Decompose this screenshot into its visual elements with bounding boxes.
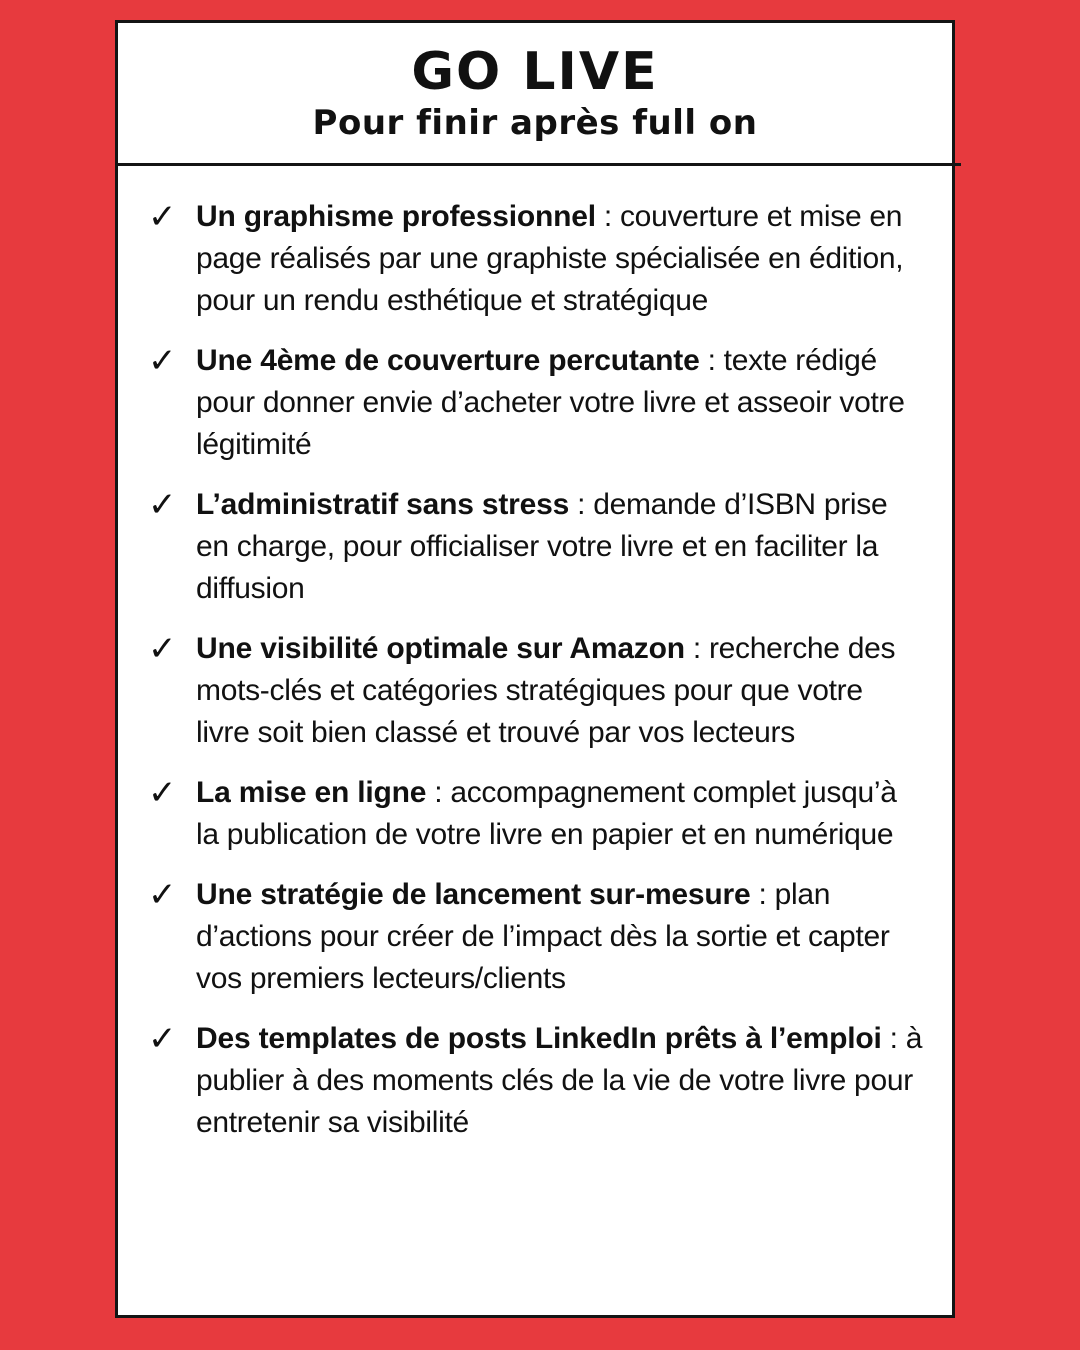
checklist-item bbox=[148, 1018, 924, 1144]
checkmark-icon: ✓ bbox=[148, 1019, 177, 1059]
checkmark-icon: ✓ bbox=[148, 629, 177, 669]
card-header bbox=[118, 23, 952, 145]
item-description: : plan d’actions pour créer de l’impact dès la sortie et capter vos premiers lecteurs/clients bbox=[196, 878, 890, 995]
item-description: : couverture et mise en page réalisés par une graphiste spécialisée en édition, pour un rendu esthétique et stratégique bbox=[196, 200, 904, 317]
item-text bbox=[196, 484, 924, 610]
checklist-item bbox=[148, 874, 924, 1000]
item-text bbox=[196, 196, 924, 322]
item-lead: Des templates de posts LinkedIn prêts à l’emploi bbox=[196, 1022, 882, 1055]
item-description: : texte rédigé pour donner envie d’acheter votre livre et asseoir votre légitimité bbox=[196, 344, 905, 461]
item-text bbox=[196, 772, 924, 856]
checklist-item bbox=[148, 628, 924, 754]
page-subtitle: Pour finir après full on bbox=[312, 103, 758, 143]
checklist bbox=[118, 166, 952, 1144]
checklist-item bbox=[148, 484, 924, 610]
item-text bbox=[196, 874, 924, 1000]
item-lead: Une 4ème de couverture percutante bbox=[196, 344, 700, 377]
checklist-item bbox=[148, 196, 924, 322]
item-lead: Une visibilité optimale sur Amazon bbox=[196, 632, 685, 665]
item-text bbox=[196, 1018, 924, 1144]
poster-card bbox=[115, 20, 955, 1318]
checklist-item bbox=[148, 772, 924, 856]
checkmark-icon: ✓ bbox=[148, 773, 177, 813]
item-lead: La mise en ligne bbox=[196, 776, 427, 809]
checkmark-icon: ✓ bbox=[148, 341, 177, 381]
item-description: : recherche des mots-clés et catégories stratégiques pour que votre livre soit bien classé et trouvé par vos lecteurs bbox=[196, 632, 896, 749]
item-description: : à publier à des moments clés de la vie de votre livre pour entretenir sa visibilité bbox=[196, 1022, 923, 1139]
item-text bbox=[196, 340, 924, 466]
checkmark-icon: ✓ bbox=[148, 197, 177, 237]
checklist-item bbox=[148, 340, 924, 466]
item-lead: Un graphisme professionnel bbox=[196, 200, 596, 233]
item-text bbox=[196, 628, 924, 754]
checkmark-icon: ✓ bbox=[148, 485, 177, 525]
item-lead: Une stratégie de lancement sur-mesure bbox=[196, 878, 751, 911]
item-description: : demande d’ISBN prise en charge, pour officialiser votre livre et en faciliter la diffusion bbox=[196, 488, 888, 605]
item-description: : accompagnement complet jusqu’à la publication de votre livre en papier et en numérique bbox=[196, 776, 897, 851]
checkmark-icon: ✓ bbox=[148, 875, 177, 915]
page-title: GO LIVE bbox=[411, 42, 659, 102]
item-lead: L’administratif sans stress bbox=[196, 488, 570, 521]
